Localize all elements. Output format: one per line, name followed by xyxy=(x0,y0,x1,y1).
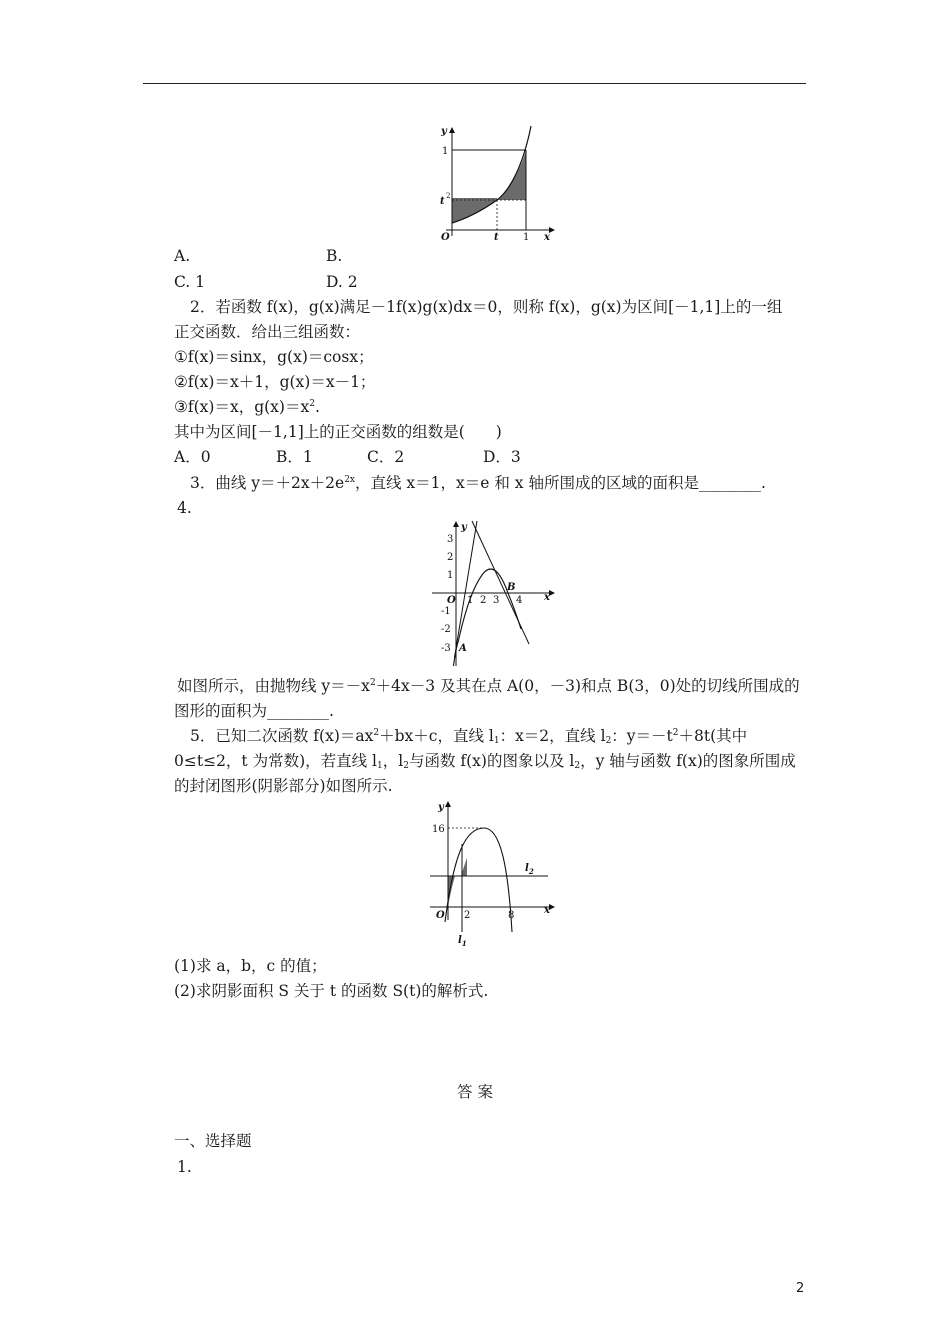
q1-choice-a: A. xyxy=(174,247,191,265)
fig1-tick-x1: 1 xyxy=(523,232,530,242)
fig1-origin: O xyxy=(441,232,450,242)
fig1-tick-t2: t xyxy=(440,196,445,207)
fig5-l1-label: $l_1$ xyxy=(458,935,467,948)
fig4-tick-x3: 3 xyxy=(493,595,500,606)
fig1-x-label: x xyxy=(544,232,550,242)
fig1-tick-1: 1 xyxy=(442,146,449,157)
fig4-tick-m2: -2 xyxy=(441,624,451,635)
answer-section: 一、选择题 xyxy=(174,1132,252,1150)
q5-line2: 0≤t≤2，t 为常数)，若直线 $l_1$，$l_2$与函数 f(x)的图象以及 $l_2$，y 轴与函数 f(x)的图象所围成 xyxy=(174,752,796,771)
fig5-tick-8: 8 xyxy=(508,910,515,921)
q1-choices-ab xyxy=(174,246,342,266)
header-rule xyxy=(143,83,806,84)
q4-text-line2: 图形的面积为________. xyxy=(174,702,334,720)
fig5-l2-label: $l_2$ xyxy=(525,863,534,876)
fig5-origin: O xyxy=(436,910,445,921)
q2-question: 其中为区间[－1,1]上的正交函数的组数是( ) xyxy=(174,423,502,441)
q5-sub1: (1)求 a，b，c 的值； xyxy=(174,957,327,975)
fig1-tick-t2-exp: 2 xyxy=(446,192,451,200)
fig4-point-b: B xyxy=(507,582,516,593)
fig5-x-label: x xyxy=(544,905,550,916)
fig4-tick-x2: 2 xyxy=(480,595,487,606)
answer-item-1: 1. xyxy=(177,1158,192,1176)
fig1-tick-t: t xyxy=(494,232,499,242)
q2-choice-d: D．3 xyxy=(483,448,521,466)
q2-choice-b: B．1 xyxy=(276,448,313,466)
q2-choice-c: C．2 xyxy=(367,448,405,466)
fig4-tick-2: 2 xyxy=(447,552,454,563)
fig4-tick-x1: 1 xyxy=(467,595,474,606)
answer-title: 答 案 xyxy=(457,1083,493,1101)
q4-text-line1: 如图所示，由抛物线 $y=-x^2+4x-3$ 及其在点 A(0，－3)和点 B(3，0)处的切线所围成的 xyxy=(177,677,800,695)
fig4-tick-m1: -1 xyxy=(441,606,451,617)
fig5-y-label: y xyxy=(438,802,444,813)
q5-line1: 5．已知二次函数 $f(x)=ax^2+bx+c$，直线 $l_1$：x＝2，直线 $l_2$：$y=-t^2+8t$(其中 xyxy=(190,727,748,746)
q1-choices-cd xyxy=(174,272,358,292)
fig4-tick-3: 3 xyxy=(447,534,454,545)
q5-sub2: (2)求阴影面积 S 关于 t 的函数 S(t)的解析式. xyxy=(174,982,489,1000)
fig1-y-label: y xyxy=(441,126,447,137)
figure-q1-graph xyxy=(428,124,558,242)
q2-item3: ③f(x)＝x，$g(x)=x^2$. xyxy=(174,398,320,416)
q2-choice-a: A．0 xyxy=(174,448,211,466)
q2-line1: 2．若函数 f(x)，g(x)满足－1f(x)g(x)dx＝0，则称 f(x)，g(x)为区间[－1,1]上的一组 xyxy=(190,298,783,316)
fig4-tick-1: 1 xyxy=(447,570,454,581)
q2-choices xyxy=(174,447,521,467)
q5-line3: 的封闭图形(阴影部分)如图所示. xyxy=(174,777,393,795)
fig4-point-a: A xyxy=(459,643,467,654)
page-number: 2 xyxy=(796,1281,805,1296)
fig5-tick-2: 2 xyxy=(464,910,471,921)
fig5-tick-16: 16 xyxy=(432,824,445,835)
fig4-origin: O xyxy=(447,595,456,606)
figure-q5-graph xyxy=(426,800,558,948)
figure-q4-graph xyxy=(430,520,560,668)
q2-line2: 正交函数．给出三组函数： xyxy=(174,323,361,341)
q1-choice-c: C. 1 xyxy=(174,273,206,291)
fig4-tick-x4: 4 xyxy=(516,595,523,606)
fig4-y-label: y xyxy=(461,522,467,533)
q3-text: 3．曲线 $y=+2x+2e^{2x}$，直线 x＝1，x＝e 和 x 轴所围成的区域的面积是________. xyxy=(190,474,766,492)
q2-item1: ①f(x)＝sinx，g(x)＝cosx； xyxy=(174,348,374,366)
fig4-tick-m3: -3 xyxy=(441,643,451,654)
q1-choice-d: D. 2 xyxy=(326,273,358,291)
q1-choice-b: B. xyxy=(326,247,343,265)
fig4-x-label: x xyxy=(544,592,550,603)
q4-label: 4. xyxy=(177,499,192,517)
q2-item2: ②f(x)＝x＋1，g(x)＝x－1； xyxy=(174,373,376,391)
